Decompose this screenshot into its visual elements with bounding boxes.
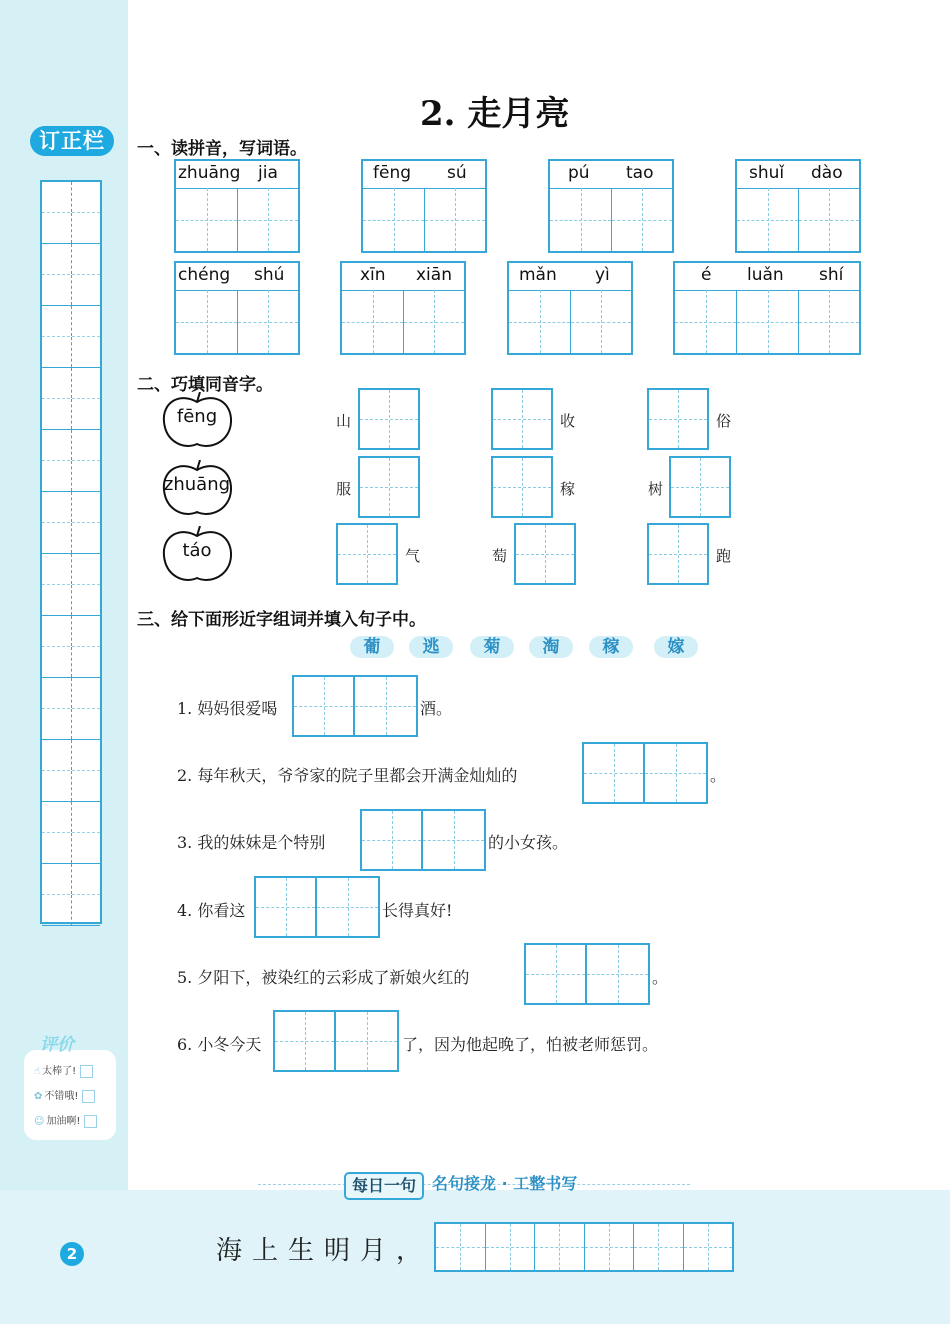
writing-cell[interactable] bbox=[342, 290, 404, 353]
word-bank-chip: 嫁 bbox=[654, 636, 698, 658]
word-bank-chip: 稼 bbox=[589, 636, 633, 658]
correction-cell[interactable] bbox=[42, 368, 100, 399]
rating-title: 评价 bbox=[40, 1035, 74, 1055]
correction-cell[interactable] bbox=[42, 895, 100, 926]
pinyin-row bbox=[675, 263, 859, 291]
writing-cell[interactable] bbox=[176, 290, 238, 353]
correction-cell[interactable] bbox=[42, 306, 100, 337]
hint-char: 萄 bbox=[492, 547, 508, 565]
sentence-after: 酒。 bbox=[420, 699, 453, 718]
copy-cell[interactable] bbox=[634, 1224, 684, 1270]
correction-cell[interactable] bbox=[42, 802, 100, 833]
correction-cell[interactable] bbox=[42, 213, 100, 244]
correction-cell[interactable] bbox=[42, 864, 100, 895]
pinyin-box[interactable] bbox=[340, 261, 466, 355]
writing-cell[interactable] bbox=[737, 188, 799, 251]
pinyin-row bbox=[363, 161, 485, 189]
pinyin-text: fēng bbox=[373, 163, 412, 183]
apple-pinyin: táo bbox=[182, 540, 212, 561]
pinyin-box[interactable] bbox=[548, 159, 674, 253]
apple-pinyin-tao bbox=[160, 526, 234, 582]
pinyin-text: shuǐ bbox=[749, 163, 785, 183]
pinyin-text: pú bbox=[568, 163, 590, 183]
smile-icon: ☺ bbox=[34, 1116, 45, 1127]
pinyin-row bbox=[509, 263, 631, 291]
rating-label: 不错哦! bbox=[44, 1091, 79, 1102]
writing-cell[interactable] bbox=[571, 290, 631, 353]
pinyin-box[interactable] bbox=[174, 159, 300, 253]
rating-item-good bbox=[34, 1087, 95, 1103]
pinyin-text: yì bbox=[595, 265, 610, 285]
correction-cell[interactable] bbox=[42, 523, 100, 554]
pinyin-row bbox=[176, 263, 298, 291]
pinyin-row bbox=[342, 263, 464, 291]
word-bank-chip: 淘 bbox=[529, 636, 573, 658]
correction-cell[interactable] bbox=[42, 678, 100, 709]
page-title: 2. 走月亮 bbox=[420, 94, 570, 134]
answer-box[interactable] bbox=[358, 456, 420, 518]
correction-cell[interactable] bbox=[42, 771, 100, 802]
apple-pinyin-feng bbox=[160, 392, 234, 448]
apple-pinyin: zhuāng bbox=[163, 474, 231, 495]
answer-box[interactable] bbox=[491, 388, 553, 450]
correction-cell[interactable] bbox=[42, 616, 100, 647]
answer-box[interactable] bbox=[336, 523, 398, 585]
answer-box[interactable] bbox=[491, 456, 553, 518]
hint-char: 气 bbox=[405, 547, 421, 565]
rating-label: 加油啊! bbox=[46, 1116, 81, 1127]
sentence-answer-box[interactable] bbox=[292, 675, 418, 737]
correction-cell[interactable] bbox=[42, 461, 100, 492]
writing-cell[interactable] bbox=[509, 290, 571, 353]
pinyin-row bbox=[737, 161, 859, 189]
correction-cell[interactable] bbox=[42, 554, 100, 585]
pinyin-text: jia bbox=[258, 163, 278, 183]
word-bank-chip: 菊 bbox=[470, 636, 514, 658]
sentence-before: 1. 妈妈很爱喝 bbox=[177, 699, 278, 718]
pinyin-text: shú bbox=[254, 265, 285, 285]
pinyin-text: é bbox=[701, 265, 712, 285]
writing-cell[interactable] bbox=[612, 188, 672, 251]
correction-cell[interactable] bbox=[42, 647, 100, 678]
section1-heading: 一、读拼音，写词语。 bbox=[137, 139, 307, 159]
rating-item-cheer bbox=[34, 1112, 97, 1128]
hint-char: 树 bbox=[648, 480, 664, 498]
writing-cell[interactable] bbox=[675, 290, 737, 353]
writing-cell[interactable] bbox=[176, 188, 238, 251]
rating-item-great bbox=[34, 1062, 93, 1078]
pinyin-box[interactable] bbox=[507, 261, 633, 355]
pinyin-text: zhuāng bbox=[178, 163, 241, 183]
correction-cell[interactable] bbox=[42, 337, 100, 368]
answer-box[interactable] bbox=[647, 523, 709, 585]
hint-char: 俗 bbox=[716, 412, 732, 430]
sidebar-title: 订正栏 bbox=[30, 126, 114, 156]
section3-heading: 三、给下面形近字组词并填入句子中。 bbox=[137, 610, 426, 630]
writing-cell[interactable] bbox=[238, 290, 298, 353]
sentence-before: 3. 我的妹妹是个特别 bbox=[177, 833, 326, 852]
hint-char: 山 bbox=[336, 412, 352, 430]
pinyin-text: xiān bbox=[416, 265, 452, 285]
word-bank-chip: 葡 bbox=[350, 636, 394, 658]
daily-label: 每日一句 bbox=[344, 1172, 424, 1200]
copy-cell[interactable] bbox=[535, 1224, 585, 1270]
sentence-before: 6. 小冬今天 bbox=[177, 1035, 262, 1054]
correction-cell[interactable] bbox=[42, 399, 100, 430]
section2-heading: 二、巧填同音字。 bbox=[137, 375, 273, 395]
pinyin-text: luǎn bbox=[747, 265, 784, 285]
correction-cell[interactable] bbox=[42, 709, 100, 740]
rating-checkbox[interactable] bbox=[84, 1115, 97, 1128]
writing-cell[interactable] bbox=[363, 188, 425, 251]
correction-grid[interactable] bbox=[40, 180, 102, 924]
hint-char: 服 bbox=[336, 480, 352, 498]
rating-label: 太棒了! bbox=[42, 1066, 77, 1077]
writing-cell[interactable] bbox=[799, 290, 859, 353]
thumbs-up-icon: ☝ bbox=[34, 1066, 41, 1077]
copy-writing-grid[interactable] bbox=[434, 1222, 734, 1272]
answer-box[interactable] bbox=[358, 388, 420, 450]
correction-cell[interactable] bbox=[42, 585, 100, 616]
pinyin-box[interactable] bbox=[361, 159, 487, 253]
word-bank-chip: 逃 bbox=[409, 636, 453, 658]
pinyin-text: chéng bbox=[178, 265, 231, 285]
copy-cell[interactable] bbox=[684, 1224, 733, 1270]
hint-char: 收 bbox=[560, 412, 576, 430]
rating-checkbox[interactable] bbox=[80, 1065, 93, 1078]
hint-char: 跑 bbox=[716, 547, 732, 565]
sentence-before: 2. 每年秋天，爷爷家的院子里都会开满金灿灿的 bbox=[177, 766, 518, 785]
writing-cell[interactable] bbox=[550, 188, 612, 251]
copy-cell[interactable] bbox=[436, 1224, 486, 1270]
copy-cell[interactable] bbox=[585, 1224, 635, 1270]
sentence-after: 。 bbox=[710, 766, 727, 785]
writing-cell[interactable] bbox=[799, 188, 859, 251]
flower-icon: ✿ bbox=[34, 1091, 43, 1102]
pinyin-text: shí bbox=[819, 265, 844, 285]
answer-box[interactable] bbox=[647, 388, 709, 450]
apple-pinyin-zhuang bbox=[160, 460, 234, 516]
answer-box[interactable] bbox=[514, 523, 576, 585]
writing-cell[interactable] bbox=[404, 290, 464, 353]
sentence-answer-box[interactable] bbox=[273, 1010, 399, 1072]
pinyin-box[interactable] bbox=[174, 261, 300, 355]
pinyin-box[interactable] bbox=[673, 261, 861, 355]
poem-line: 海上生明月， bbox=[216, 1236, 433, 1266]
pinyin-text: tao bbox=[626, 163, 654, 183]
pinyin-box[interactable] bbox=[735, 159, 861, 253]
correction-cell[interactable] bbox=[42, 275, 100, 306]
sentence-answer-box[interactable] bbox=[524, 943, 650, 1005]
sentence-after: 。 bbox=[652, 968, 669, 987]
pinyin-text: sú bbox=[447, 163, 467, 183]
pinyin-row bbox=[176, 161, 298, 189]
pinyin-text: dào bbox=[811, 163, 843, 183]
correction-cell[interactable] bbox=[42, 244, 100, 275]
sentence-after: 长得真好! bbox=[382, 901, 453, 920]
sentence-before: 4. 你看这 bbox=[177, 901, 246, 920]
copy-cell[interactable] bbox=[486, 1224, 536, 1270]
writing-cell[interactable] bbox=[425, 188, 485, 251]
sentence-answer-box[interactable] bbox=[582, 742, 708, 804]
pinyin-text: xīn bbox=[360, 265, 386, 285]
page-number: 2 bbox=[60, 1242, 84, 1266]
correction-cell[interactable] bbox=[42, 182, 100, 213]
sentence-after: 的小女孩。 bbox=[488, 833, 569, 852]
sentence-after: 了，因为他起晚了，怕被老师惩罚。 bbox=[402, 1035, 659, 1054]
answer-box[interactable] bbox=[669, 456, 731, 518]
sentence-before: 5. 夕阳下，被染红的云彩成了新娘火红的 bbox=[177, 968, 470, 987]
correction-cell[interactable] bbox=[42, 833, 100, 864]
rating-checkbox[interactable] bbox=[82, 1090, 95, 1103]
correction-cell[interactable] bbox=[42, 430, 100, 461]
daily-sublabel: 名句接龙 · 工整书写 bbox=[432, 1174, 578, 1193]
correction-cell[interactable] bbox=[42, 492, 100, 523]
correction-cell[interactable] bbox=[42, 740, 100, 771]
pinyin-text: mǎn bbox=[519, 265, 557, 285]
pinyin-row bbox=[550, 161, 672, 189]
writing-cell[interactable] bbox=[737, 290, 799, 353]
writing-cell[interactable] bbox=[238, 188, 298, 251]
hint-char: 稼 bbox=[560, 480, 576, 498]
apple-pinyin: fēng bbox=[176, 406, 218, 427]
sentence-answer-box[interactable] bbox=[254, 876, 380, 938]
sentence-answer-box[interactable] bbox=[360, 809, 486, 871]
